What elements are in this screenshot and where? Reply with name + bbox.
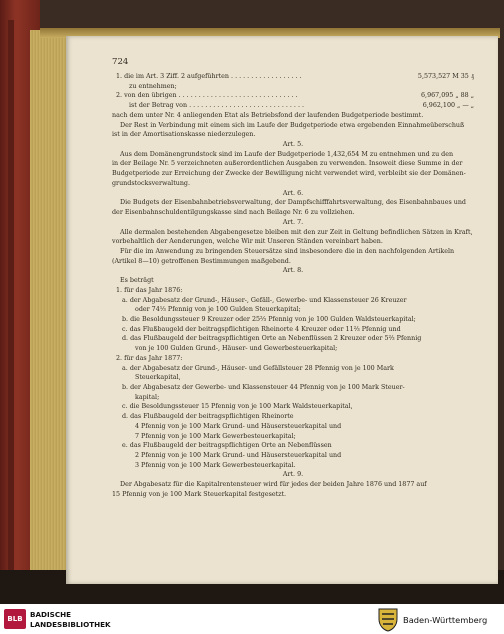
text-line: b. der Abgabesatz der Gewerbe- und Klassensteuer 44 Pfennig von je 100 Mark Steuer- xyxy=(122,384,405,391)
text-line: von je 100 Gulden Grund-, Häuser- und Gewerbesteuerkapital; xyxy=(135,345,338,353)
text-line: 2. für das Jahr 1877: xyxy=(116,354,183,362)
text-line: 1. für das Jahr 1876: xyxy=(116,286,183,294)
book-spine xyxy=(8,20,14,590)
text-line: e. das Flußbaugeld der beitragspflichtigen Orte an Nebenflüssen xyxy=(122,442,332,450)
text-line: vorbehaltlich der Aenderungen, welche Wir mit Unseren Ständen vereinbart haben. xyxy=(112,238,383,246)
coat-of-arms-icon xyxy=(377,607,399,632)
text-line: Steuerkapital, xyxy=(135,374,181,382)
text-lines xyxy=(112,72,474,500)
text-line: Die Budgets der Eisenbahnbetriebsverwaltung, der Dampfschifffahrtsverwaltung, des Eisenbahnbaues und xyxy=(120,199,466,207)
book-page xyxy=(66,36,498,584)
library-name-line1: BADISCHE xyxy=(30,610,72,619)
text-line: a. der Abgabesatz der Grund-, Häuser-, Gefäll-, Gewerbe- und Klassensteuer 26 Kreuzer xyxy=(122,296,407,304)
text-line: zu entnehmen; xyxy=(129,82,177,90)
text-line: 15 Pfennig von je 100 Mark Steuerkapital festgesetzt. xyxy=(112,490,287,498)
text-line xyxy=(112,101,474,111)
text-line: Art. 9. xyxy=(282,471,304,479)
text-line-label: 2. von den übrigen . . . . . . . . . . . . . . . . . . . . . . . . . . . . . . xyxy=(116,92,298,100)
text-line-amount: 6,967,095 „ 88 „ xyxy=(421,92,474,100)
text-line-label: ist der Betrag von . . . . . . . . . . . . . . . . . . . . . . . . . . . . . xyxy=(129,102,305,110)
text-line: c. die Besoldungssteuer 15 Pfennig von je 100 Mark Waldsteuerkapital, xyxy=(122,403,353,411)
text-line: d. das Flußbaugeld der beitragspflichtigen Orte an Nebenflüssen 2 Kreuzer oder 5⅔ Pfennig xyxy=(122,335,422,343)
text-line: Es beträgt xyxy=(120,277,154,285)
text-line: d. das Flußbaugeld der beitragspflichtigen Rheinorte xyxy=(122,413,294,421)
text-line: Der Rest in Verbindung mit einem sich im Laufe der Budgetperiode etwa ergebenden Einnahmeüberschuß xyxy=(120,121,465,129)
text-line: Art. 6. xyxy=(282,189,304,197)
text-line: nach dem unter Nr. 4 anliegenden Etat als Betriebsfond der laufenden Budgetperiode bestimmt. xyxy=(112,111,424,119)
text-line-label: 1. die im Art. 3 Ziff. 2 aufgeführten . . . . . . . . . . . . . . . . . . xyxy=(116,73,302,80)
text-line: 4 Pfennig von je 100 Mark Grund- und Häusersteuerkapital und xyxy=(135,422,342,430)
text-line xyxy=(112,91,474,101)
text-line: oder 74⅓ Pfennig von je 100 Gulden Steuerkapital; xyxy=(135,306,301,314)
text-line: Budgetperiode zur Erreichung der Zwecke der Bewilligung nicht verwendet wird, verbleibt sie der Domänen- xyxy=(112,170,466,178)
text-line: b. die Besoldungssteuer 9 Kreuzer oder 25⅔ Pfennig von je 100 Gulden Waldsteuerkapital; xyxy=(122,315,416,323)
text-line: 2 Pfennig von je 100 Mark Grund- und Häusersteuerkapital und xyxy=(135,452,342,460)
text-line: kapital; xyxy=(135,393,160,401)
text-line: Art. 7. xyxy=(282,218,304,226)
text-line: c. das Flußbaugeld der beitragspflichtigen Rheinorte 4 Kreuzer oder 11⅔ Pfennig und xyxy=(122,325,401,333)
blb-logo: BLB xyxy=(4,609,26,629)
text-line: grundstocksverwaltung. xyxy=(112,179,191,187)
page-number: 724 xyxy=(112,58,129,67)
text-line: Der Abgabesatz für die Kapitalrentensteuer wird für jedes der beiden Jahre 1876 und 1877 auf xyxy=(120,481,427,489)
text-line: (Artikel 8—10) getroffenen Bestimmungen maßgebend. xyxy=(112,257,291,265)
text-line: Aus dem Domänengrundstock sind im Laufe der Budgetperiode 1,432,654 M zu entnehmen und zu den xyxy=(120,150,454,158)
footer-bar xyxy=(0,604,504,634)
text-line xyxy=(112,72,474,82)
text-line-amount: 5,573,527 M 35 ₰ xyxy=(417,73,474,80)
text-line: ist in der Amortisationskasse niederzulegen. xyxy=(112,131,256,139)
text-line: Art. 5. xyxy=(282,141,304,149)
library-name xyxy=(30,610,111,629)
state-name: Baden-Württemberg xyxy=(403,615,488,625)
text-line: in der Beilage Nr. 5 verzeichneten außerordentlichen Ausgaben zu verwenden. Insoweit diese Summe in der xyxy=(112,160,463,168)
library-name-line2: LANDESBIBLIOTHEK xyxy=(30,619,111,629)
text-line-amount: 6,962,100 „ — „ xyxy=(422,102,474,110)
text-line: Art. 8. xyxy=(282,267,304,275)
text-line: Für die im Anwendung zu bringenden Steuersätze sind insbesondere die in den nachfolgenden Artikeln xyxy=(120,247,455,255)
text-line: der Eisenbahnschuldentilgungskasse sind nach Beilage Nr. 6 zu vollziehen. xyxy=(112,209,355,217)
text-line: 7 Pfennig von je 100 Mark Gewerbesteuerkapital; xyxy=(135,432,296,440)
text-line: a. der Abgabesatz der Grund-, Häuser- und Gefällsteuer 28 Pfennig von je 100 Mark xyxy=(122,364,394,372)
text-line: 3 Pfennig von je 100 Mark Gewerbesteuerkapital. xyxy=(135,461,296,469)
page-text xyxy=(112,58,474,500)
text-line: Alle dermalen bestehenden Abgabengesetze bleiben mit den zur Zeit in Geltung befindlichen Sätzen in Kraft, xyxy=(120,228,473,236)
